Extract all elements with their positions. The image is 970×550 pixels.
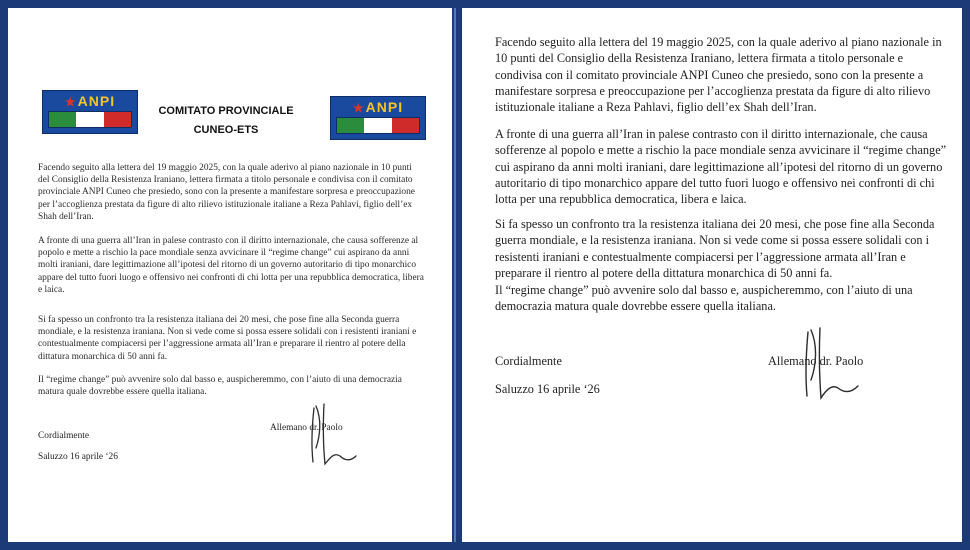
letterhead-title-line1: COMITATO PROVINCIALE — [158, 105, 294, 117]
letter-page-original — [8, 8, 452, 542]
place-date: Saluzzo 16 aprile ‘26 — [38, 452, 118, 462]
letter-paragraph-1: Facendo seguito alla lettera del 19 maggio 2025, con la quale aderivo al piano nazionale in 10 punti del Consiglio della Resistenza Iraniano, lettera firmata a titolo personale e condivisa con il comitato provinciale ANPI Cuneo che presiedo, sono con la presente a manifestare sorpresa e preoccupazione per l’accoglienza prestata da figure di alto rilievo istituzionale italiane a Reza Pahlavi, figlio dell’ex Shah dell’Iran. — [38, 163, 415, 222]
anpi-logo-text: ★ANPI — [352, 99, 404, 115]
transcript-paragraph-4: Il “regime change” può avvenire solo dal basso e, auspicheremmo, con l’aiuto di una democrazia matura quale dovrebbe essere quella italiana. — [495, 283, 913, 314]
anpi-logo-left — [42, 90, 138, 134]
transcript-paragraph-1: Facendo seguito alla lettera del 19 maggio 2025, con la quale aderivo al piano nazionale in 10 punti del Consiglio della Resistenza Iraniano, lettera firmata a titolo personale e condivisa con il comitato provinciale ANPI Cuneo che presiedo, sono con la presente a manifestare sorpresa e preoccupazione per l’accoglienza prestata da figure di alto rilievo istituzionale italiane a Reza Pahlavi, figlio dell’ex Shah dell’Iran. — [495, 35, 942, 115]
signer-name: Allemano dr. Paolo — [768, 354, 864, 368]
letter-paragraph-3: Si fa spesso un confronto tra la resistenza italiana dei 20 mesi, che pose fine alla Seconda guerra mondiale, e la resistenza iraniana. Non si vede come si possa essere solidali con i resistenti iraniani e contestualmente compiacersi per l’aggressione armata all’Iran e preparare il rientro al potere della dittatura monarchica di 50 anni fa. — [38, 315, 417, 362]
place-date: Saluzzo 16 aprile ‘26 — [495, 382, 600, 396]
closing: Cordialmente — [38, 431, 90, 441]
star-icon: ★ — [352, 101, 365, 115]
italian-flag-icon — [336, 117, 420, 134]
italian-flag-icon — [48, 111, 132, 128]
letterhead-title-line2: CUNEO-ETS — [193, 124, 259, 136]
letter-paragraph-4: Il “regime change” può avvenire solo dal basso e, auspicheremmo, con l’aiuto di una democrazia matura quale dovrebbe essere quella italiana. — [38, 375, 402, 398]
letter-paragraph-2: A fronte di una guerra all’Iran in palese contrasto con il diritto internazionale, che causa sofferenze al popolo e mette a rischio la pace mondiale senza avvicinare il “regime change” cui aspirano da anni molti iraniani, dare legittimazione all’ipotesi del ritorno di un governo autoritario di tipo monarchico appare del tutto fuori luogo e offensivo nei confronti di chi lotta per una repubblica democratica, libera e laica. — [38, 236, 424, 295]
transcript-paragraph-2: A fronte di una guerra all’Iran in palese contrasto con il diritto internazionale, che causa sofferenze al popolo e mette a rischio la pace mondiale senza avvicinare il “regime change” cui aspirano da anni molti iraniani, dare legittimazione all’ipotesi del ritorno di un governo autoritario di tipo monarchico appare del tutto fuori luogo e offensivo nei confronti di chi lotta per una repubblica democratica, libera e laica. — [495, 127, 947, 207]
star-icon: ★ — [64, 95, 77, 109]
anpi-logo-text: ★ANPI — [64, 93, 116, 109]
anpi-logo-right — [330, 96, 426, 140]
letter-page-transcription — [462, 8, 962, 542]
letterhead-title — [126, 102, 326, 140]
page-divider — [454, 8, 456, 542]
transcript-paragraph-3: Si fa spesso un confronto tra la resistenza italiana dei 20 mesi, che pose fine alla Seconda guerra mondiale, e la resistenza iraniana. Non si vede come si possa essere solidali con i resistenti iraniani e contestualmente compiacersi per l’aggressione armata all’Iran e preparare il rientro al potere della dittatura monarchica di 50 anni fa. — [495, 217, 935, 280]
handwritten-signature — [294, 396, 364, 470]
signer-name: Allemano dr. Paolo — [270, 423, 343, 433]
closing: Cordialmente — [495, 354, 562, 368]
handwritten-signature — [786, 320, 866, 404]
